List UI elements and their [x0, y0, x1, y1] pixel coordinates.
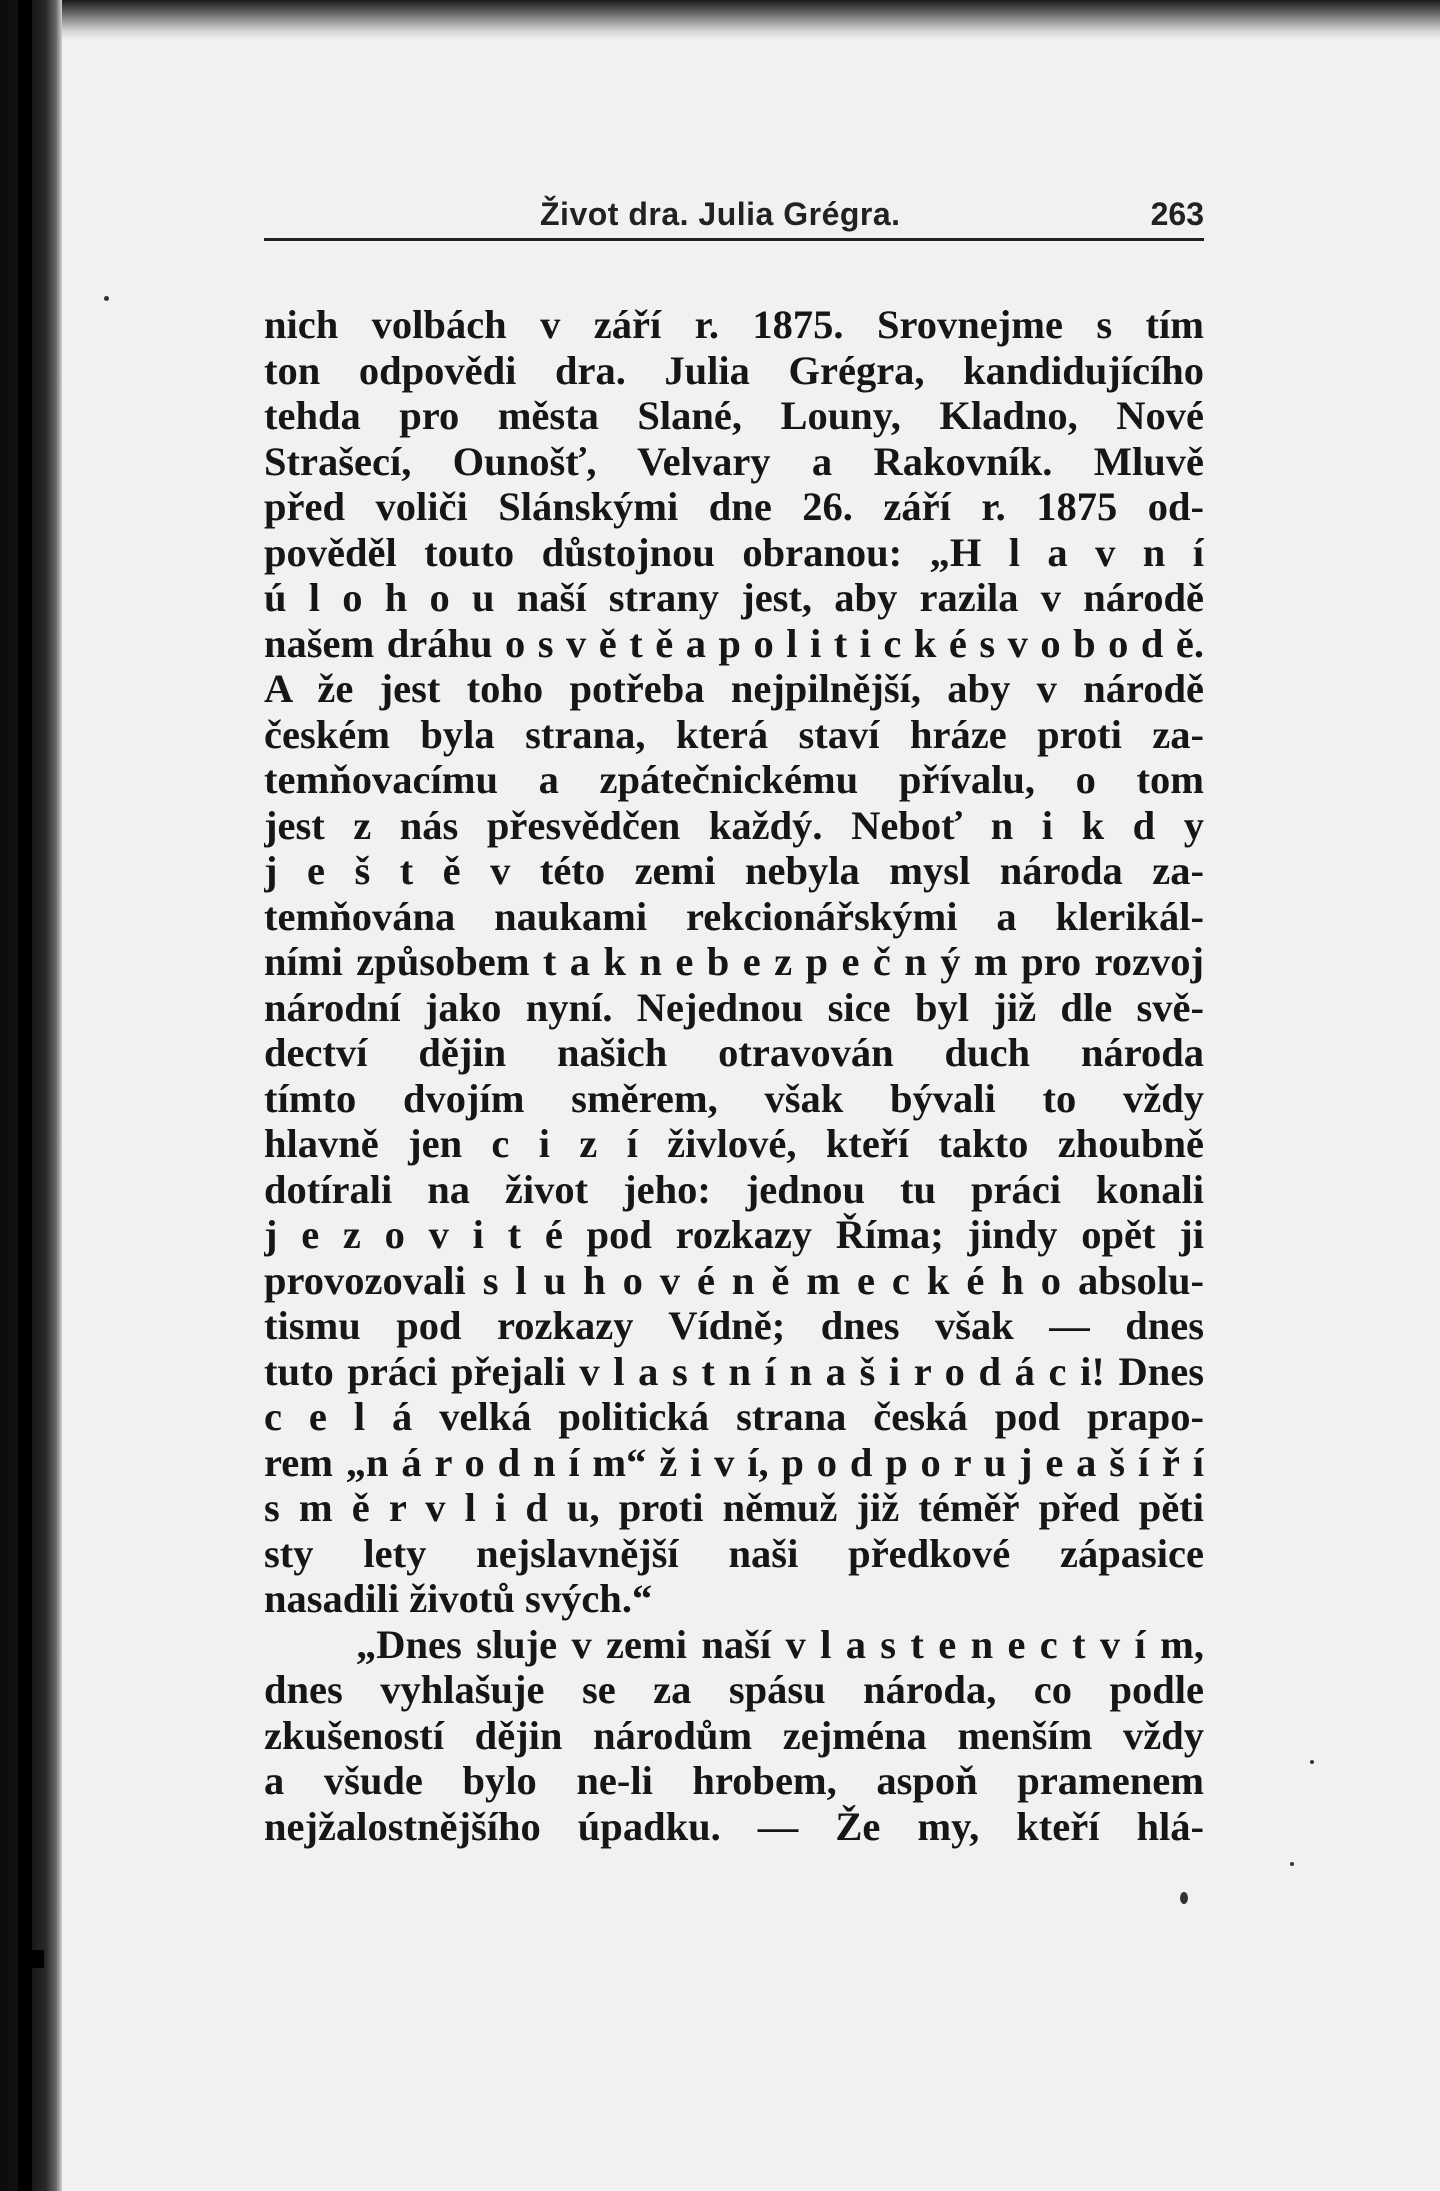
text-line: našem dráhu o s v ě t ě a p o l i t i c k é s v o b o d ě.	[264, 620, 1204, 666]
text-line: zkušeností dějin národům zejména menším vždy	[264, 1712, 1204, 1758]
text-line: j e z o v i t é pod rozkazy Říma; jindy opět ji	[264, 1212, 1204, 1257]
book-page	[264, 190, 1204, 1849]
text-line: nich volbách v září r. 1875. Srovnejme s tím	[264, 302, 1204, 347]
text-line: tuto práci přejali v l a s t n í n a š i r o d á c i! Dnes	[264, 1348, 1204, 1394]
text-line: před voliči Slánskými dne 26. září r. 1875 od-	[264, 484, 1204, 529]
text-line: temňovacímu a zpátečnickému přívalu, o tom	[264, 757, 1204, 802]
scan-speck	[1290, 1862, 1294, 1866]
scan-speck	[1310, 1760, 1314, 1764]
page-header	[264, 190, 1204, 240]
text-line: jest z nás přesvědčen každý. Neboť n i k d y	[264, 802, 1204, 848]
text-line: sty lety nejslavnější naši předkové zápasice	[264, 1530, 1204, 1576]
text-line: nasadili životů svých.“	[264, 1576, 653, 1621]
text-line: j e š t ě v této zemi nebyla mysl národa za-	[264, 848, 1204, 893]
binding-mark	[22, 1950, 44, 1968]
text-line: dectví dějin našich otravován duch národa	[264, 1030, 1204, 1075]
text-line: tehda pro města Slané, Louny, Kladno, Nové	[264, 393, 1204, 438]
header-rule	[264, 238, 1204, 241]
scan-speck	[1180, 1892, 1188, 1904]
text-line: ton odpovědi dra. Julia Grégra, kandidujícího	[264, 347, 1204, 393]
text-line: dnes vyhlašuje se za spásu národa, co podle	[264, 1667, 1204, 1712]
text-line: Strašecí, Ounošť, Velvary a Rakovník. Mluvě	[264, 438, 1204, 484]
text-line: A že jest toho potřeba nejpilnější, aby v národě	[264, 666, 1204, 711]
text-line: ú l o h o u naší strany jest, aby razila v národě	[264, 575, 1204, 620]
binding-edge	[18, 0, 32, 2191]
text-line: provozovali s l u h o v é n ě m e c k é h o absolu-	[264, 1257, 1204, 1303]
text-line: nejžalostnějšího úpadku. — Že my, kteří hlá-	[264, 1803, 1204, 1849]
text-line: ními způsobem t a k n e b e z p e č n ý m pro rozvoj	[264, 939, 1204, 984]
text-line: českém byla strana, která staví hráze proti za-	[264, 711, 1204, 757]
text-line: s m ě r v l i d u, proti němuž již téměř před pěti	[264, 1485, 1204, 1530]
text-line: c e l á velká politická strana česká pod prapo-	[264, 1394, 1204, 1439]
paragraph-start-line: „Dnes sluje v zemi naší v l a s t e n e c t v í m,	[356, 1621, 1204, 1667]
body-text	[264, 302, 1204, 1849]
top-edge-shadow	[62, 0, 1440, 40]
text-line: temňována naukami rekcionářskými a klerikál-	[264, 893, 1204, 939]
text-line: dotírali na život jeho: jednou tu práci konali	[264, 1166, 1204, 1212]
text-line: tismu pod rozkazy Vídně; dnes však — dnes	[264, 1303, 1204, 1348]
text-line: hlavně jen c i z í živlové, kteří takto zhoubně	[264, 1121, 1204, 1166]
text-line: národní jako nyní. Nejednou sice byl již dle svě-	[264, 984, 1204, 1030]
page-number: 263	[1150, 196, 1204, 232]
text-line: tímto dvojím směrem, však bývali to vždy	[264, 1075, 1204, 1121]
text-line: a všude bylo ne-li hrobem, aspoň pramenem	[264, 1758, 1204, 1803]
scan-speck	[104, 296, 109, 301]
text-line: rem „n á r o d n í m“ ž i v í, p o d p o r u j e a š í ř í	[264, 1439, 1204, 1485]
running-title: Život dra. Julia Grégra.	[540, 196, 901, 232]
text-line: pověděl touto důstojnou obranou: „H l a v n í	[264, 529, 1204, 575]
